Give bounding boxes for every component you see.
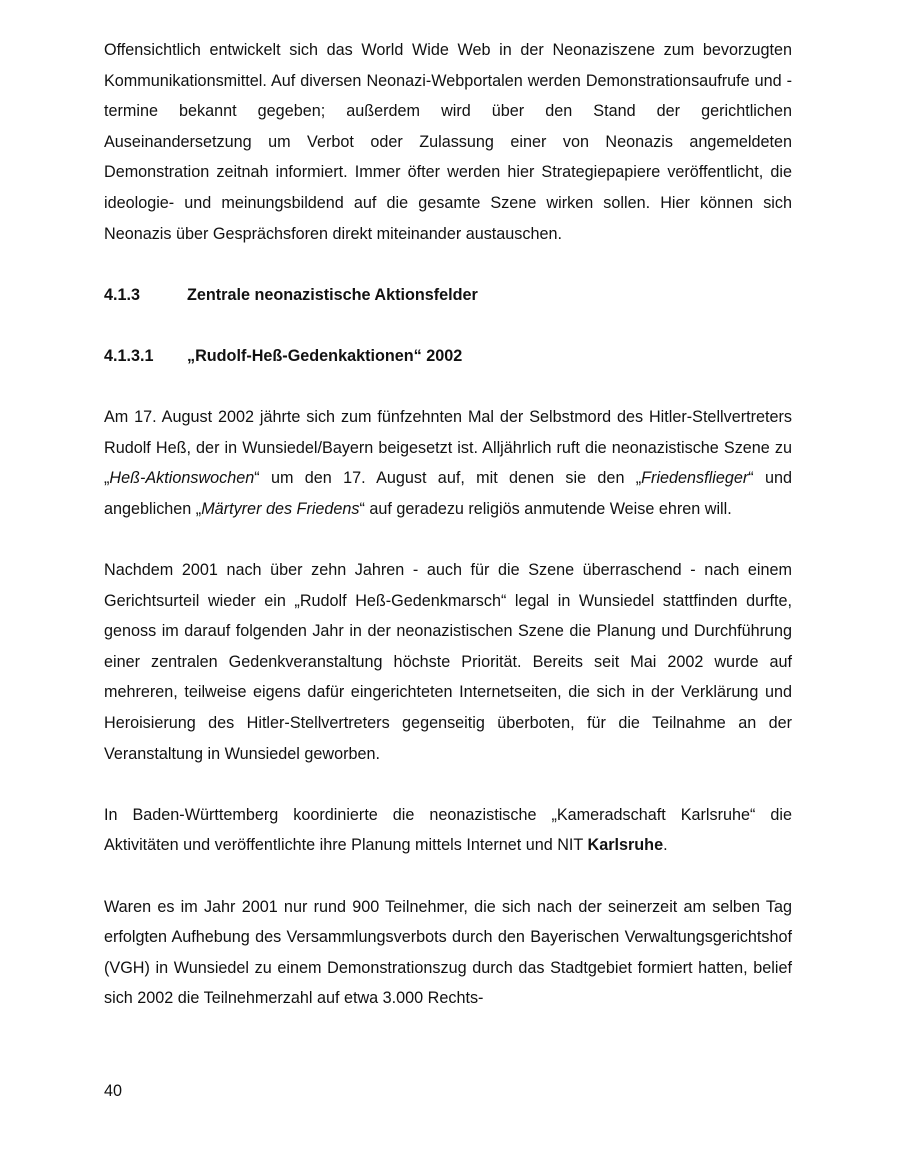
italic-term: Friedensflieger	[641, 469, 749, 488]
italic-term: Märtyrer des Friedens	[201, 499, 360, 518]
text-run: “ und angeblichen „	[104, 469, 792, 518]
italic-term: Heß-Aktionswochen	[109, 469, 255, 488]
paragraph-baden-wuerttemberg	[104, 800, 792, 861]
section-number: 4.1.3	[104, 285, 141, 304]
paragraph-gedenkmarsch: Nachdem 2001 nach über zehn Jahren - auch für die Szene überraschend - nach einem Gerichtsurteil wieder ein „Rudolf Heß-Gedenkmarsch“ legal in Wunsiedel stattfinden durfte, genoss im darauf folgenden Jahr in der neonazistischen Szene die Planung und Durchführung einer zentralen Gedenkveranstaltung höchste Priorität. Bereits seit Mai 2002 wurde auf mehreren, teilweise eigens dafür eingerichteten Internetseiten, die sich in der Verklärung und Heroisierung des Hitler-Stellvertreters gegenseitig überboten, für die Teilnahme an der Veranstaltung in Wunsiedel geworben.	[104, 561, 792, 763]
paragraph-participants: Waren es im Jahr 2001 nur rund 900 Teilnehmer, die sich nach der seinerzeit am selben Tag erfolgten Aufhebung des Versammlungsverbots durch den Bayerischen Verwaltungsgerichtshof (VGH) in Wunsiedel zu einem Demonstrationszug durch das Stadtgebiet formiert hatten, belief sich 2002 die Teilnehmerzahl auf etwa 3.000 Rechts-	[104, 897, 792, 1008]
text-run: “ um den 17. August auf, mit denen sie den „	[254, 469, 642, 488]
section-number: 4.1.3.1	[104, 346, 154, 365]
document-page	[104, 35, 792, 1045]
bold-term: Karlsruhe	[587, 836, 664, 855]
paragraph-internet: Offensichtlich entwickelt sich das World Wide Web in der Neonaziszene zum bevorzugten Kommunikationsmittel. Auf diversen Neonazi-Webportalen werden Demonstrationsaufrufe und -termine bekannt gegeben; außerdem wird über den Stand der gerichtlichen Auseinandersetzung um Verbot oder Zulassung einer von Neonazis angemeldeten Demonstration zeitnah informiert. Immer öfter werden hier Strategiepapiere veröffentlicht, die ideologie- und meinungsbildend auf die gesamte Szene wirken sollen. Hier können sich Neonazis über Gesprächsforen direkt miteinander austauschen.	[104, 41, 792, 243]
page-number: 40	[104, 1082, 123, 1100]
paragraph-hess-anniversary	[104, 402, 792, 524]
text-run: “ auf geradezu religiös anmutende Weise ehren will.	[359, 499, 732, 518]
text-run: In Baden-Württemberg koordinierte die neonazistische „Kameradschaft Karlsruhe“ die Aktivitäten und veröffentlichte ihre Planung mittels Internet und NIT	[104, 805, 792, 855]
text-run: .	[663, 836, 668, 855]
section-heading-4-1-3-1	[104, 341, 792, 372]
section-title: Zentrale neonazistische Aktionsfelder	[187, 285, 478, 304]
text-run: Am 17. August 2002 jährte sich zum fünfzehnten Mal der Selbstmord des Hitler-Stellvertreters Rudolf Heß, der in Wunsiedel/Bayern beigesetzt ist. Alljährlich ruft die neonazistische Szene zu „	[104, 408, 792, 488]
section-title: „Rudolf-Heß-Gedenkaktionen“ 2002	[187, 346, 463, 365]
section-heading-4-1-3	[104, 280, 792, 311]
